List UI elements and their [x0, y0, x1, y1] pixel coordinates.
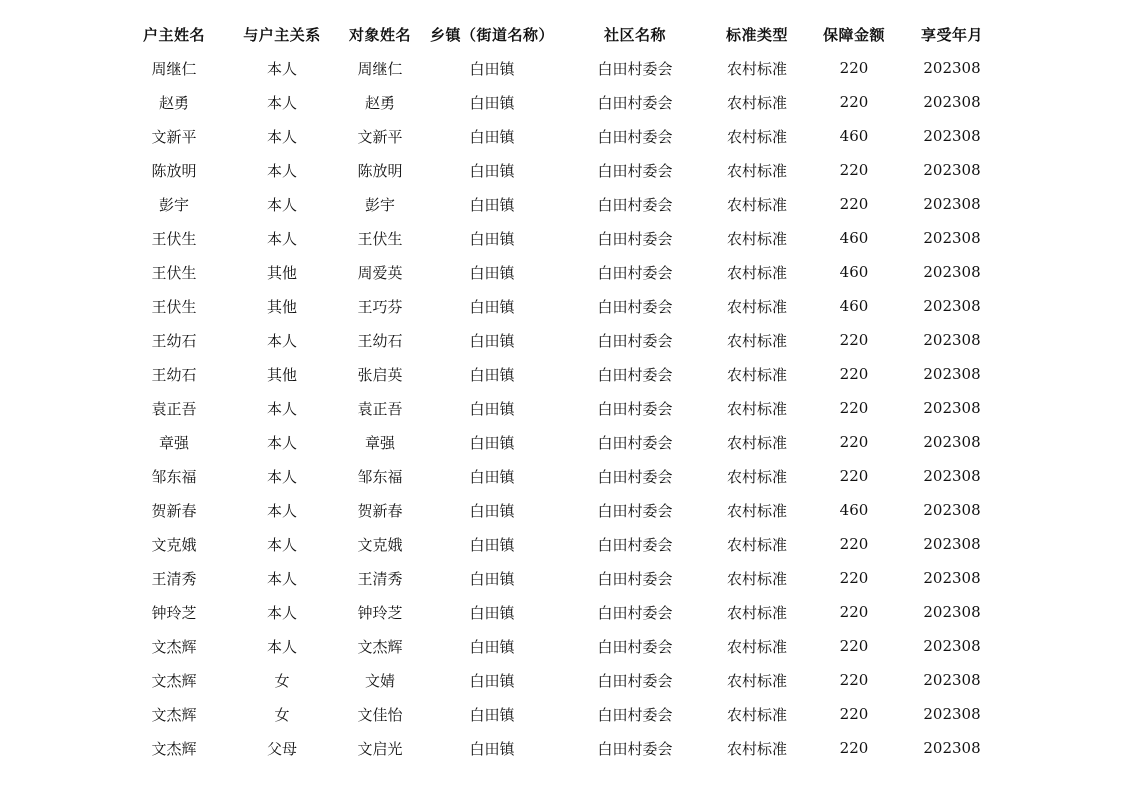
- table-row: [120, 357, 1000, 391]
- amount-cell: 220: [839, 59, 869, 77]
- town-cell: 白田镇: [469, 399, 515, 418]
- standard-type-cell: 农村标准: [726, 127, 787, 146]
- community-cell: 白田村委会: [597, 161, 673, 180]
- recipient-name-cell: 王清秀: [357, 569, 403, 588]
- table-row: [120, 255, 1000, 289]
- standard-type-cell: 农村标准: [726, 161, 787, 180]
- month-cell: 202308: [923, 501, 981, 519]
- relation-cell: 本人: [266, 331, 297, 350]
- amount-cell: 460: [839, 297, 869, 315]
- header-community: 社区名称: [603, 25, 666, 44]
- town-cell: 白田镇: [469, 195, 515, 214]
- month-cell: 202308: [923, 297, 981, 315]
- community-cell: 白田村委会: [597, 569, 673, 588]
- householder-name-cell: 王伏生: [151, 297, 197, 316]
- community-cell: 白田村委会: [597, 93, 673, 112]
- table-row: [120, 731, 1000, 765]
- standard-type-cell: 农村标准: [726, 229, 787, 248]
- standard-type-cell: 农村标准: [726, 433, 787, 452]
- month-cell: 202308: [923, 229, 981, 247]
- town-cell: 白田镇: [469, 467, 515, 486]
- amount-cell: 220: [839, 331, 869, 349]
- standard-type-cell: 农村标准: [726, 59, 787, 78]
- table-row: [120, 629, 1000, 663]
- standard-type-cell: 农村标准: [726, 365, 787, 384]
- town-cell: 白田镇: [469, 603, 515, 622]
- amount-cell: 220: [839, 365, 869, 383]
- community-cell: 白田村委会: [597, 195, 673, 214]
- householder-name-cell: 文杰辉: [151, 637, 197, 656]
- householder-name-cell: 邹东福: [151, 467, 197, 486]
- recipient-name-cell: 周继仁: [357, 59, 403, 78]
- month-cell: 202308: [923, 195, 981, 213]
- table-row: [120, 323, 1000, 357]
- town-cell: 白田镇: [469, 705, 515, 724]
- table-row: [120, 459, 1000, 493]
- householder-name-cell: 文新平: [151, 127, 197, 146]
- table-row: [120, 697, 1000, 731]
- community-cell: 白田村委会: [597, 127, 673, 146]
- table-row: [120, 561, 1000, 595]
- month-cell: 202308: [923, 467, 981, 485]
- town-cell: 白田镇: [469, 535, 515, 554]
- amount-cell: 220: [839, 603, 869, 621]
- standard-type-cell: 农村标准: [726, 535, 787, 554]
- amount-cell: 460: [839, 229, 869, 247]
- header-relation: 与户主关系: [243, 25, 321, 44]
- recipient-name-cell: 文婧: [364, 671, 395, 690]
- community-cell: 白田村委会: [597, 535, 673, 554]
- standard-type-cell: 农村标准: [726, 467, 787, 486]
- standard-type-cell: 农村标准: [726, 399, 787, 418]
- relation-cell: 其他: [266, 297, 297, 316]
- town-cell: 白田镇: [469, 263, 515, 282]
- householder-name-cell: 王幼石: [151, 331, 197, 350]
- community-cell: 白田村委会: [597, 433, 673, 452]
- month-cell: 202308: [923, 263, 981, 281]
- householder-name-cell: 周继仁: [151, 59, 197, 78]
- relation-cell: 本人: [266, 161, 297, 180]
- town-cell: 白田镇: [469, 127, 515, 146]
- table-row: [120, 119, 1000, 153]
- month-cell: 202308: [923, 127, 981, 145]
- householder-name-cell: 文杰辉: [151, 671, 197, 690]
- amount-cell: 220: [839, 739, 869, 757]
- town-cell: 白田镇: [469, 637, 515, 656]
- community-cell: 白田村委会: [597, 603, 673, 622]
- amount-cell: 220: [839, 93, 869, 111]
- householder-name-cell: 文杰辉: [151, 705, 197, 724]
- householder-name-cell: 文克娥: [151, 535, 197, 554]
- town-cell: 白田镇: [469, 569, 515, 588]
- header-row: [120, 17, 1000, 51]
- recipient-name-cell: 文杰辉: [357, 637, 403, 656]
- table-row: [120, 153, 1000, 187]
- month-cell: 202308: [923, 399, 981, 417]
- standard-type-cell: 农村标准: [726, 263, 787, 282]
- standard-type-cell: 农村标准: [726, 671, 787, 690]
- householder-name-cell: 赵勇: [158, 93, 189, 112]
- header-amount: 保障金额: [822, 25, 885, 44]
- amount-cell: 220: [839, 637, 869, 655]
- amount-cell: 220: [839, 671, 869, 689]
- table-row: [120, 187, 1000, 221]
- month-cell: 202308: [923, 671, 981, 689]
- relation-cell: 女: [274, 671, 290, 690]
- header-householder-name: 户主姓名: [142, 25, 205, 44]
- relation-cell: 本人: [266, 501, 297, 520]
- header-town: 乡镇（街道名称）: [429, 25, 554, 44]
- amount-cell: 460: [839, 127, 869, 145]
- recipient-name-cell: 文佳怡: [357, 705, 403, 724]
- town-cell: 白田镇: [469, 229, 515, 248]
- standard-type-cell: 农村标准: [726, 195, 787, 214]
- recipient-name-cell: 赵勇: [364, 93, 395, 112]
- relation-cell: 本人: [266, 603, 297, 622]
- relation-cell: 本人: [266, 229, 297, 248]
- relation-cell: 本人: [266, 637, 297, 656]
- recipient-name-cell: 钟玲芝: [357, 603, 403, 622]
- householder-name-cell: 袁正吾: [151, 399, 197, 418]
- month-cell: 202308: [923, 705, 981, 723]
- month-cell: 202308: [923, 637, 981, 655]
- standard-type-cell: 农村标准: [726, 297, 787, 316]
- month-cell: 202308: [923, 93, 981, 111]
- householder-name-cell: 陈放明: [151, 161, 197, 180]
- month-cell: 202308: [923, 603, 981, 621]
- relation-cell: 本人: [266, 93, 297, 112]
- community-cell: 白田村委会: [597, 399, 673, 418]
- table-row: [120, 51, 1000, 85]
- community-cell: 白田村委会: [597, 59, 673, 78]
- standard-type-cell: 农村标准: [726, 501, 787, 520]
- community-cell: 白田村委会: [597, 501, 673, 520]
- month-cell: 202308: [923, 739, 981, 757]
- header-recipient-name: 对象姓名: [348, 25, 411, 44]
- community-cell: 白田村委会: [597, 637, 673, 656]
- householder-name-cell: 彭宇: [158, 195, 189, 214]
- community-cell: 白田村委会: [597, 705, 673, 724]
- community-cell: 白田村委会: [597, 229, 673, 248]
- recipient-name-cell: 张启英: [357, 365, 403, 384]
- amount-cell: 220: [839, 433, 869, 451]
- recipient-name-cell: 邹东福: [357, 467, 403, 486]
- town-cell: 白田镇: [469, 331, 515, 350]
- month-cell: 202308: [923, 365, 981, 383]
- month-cell: 202308: [923, 433, 981, 451]
- table-row: [120, 221, 1000, 255]
- town-cell: 白田镇: [469, 433, 515, 452]
- table-header: [120, 17, 1000, 51]
- standard-type-cell: 农村标准: [726, 569, 787, 588]
- relation-cell: 本人: [266, 467, 297, 486]
- recipient-name-cell: 贺新春: [357, 501, 403, 520]
- recipient-name-cell: 王伏生: [357, 229, 403, 248]
- recipient-name-cell: 章强: [364, 433, 395, 452]
- amount-cell: 220: [839, 705, 869, 723]
- householder-name-cell: 王幼石: [151, 365, 197, 384]
- householder-name-cell: 王伏生: [151, 229, 197, 248]
- amount-cell: 460: [839, 263, 869, 281]
- recipient-name-cell: 王幼石: [357, 331, 403, 350]
- month-cell: 202308: [923, 59, 981, 77]
- town-cell: 白田镇: [469, 59, 515, 78]
- community-cell: 白田村委会: [597, 739, 673, 758]
- community-cell: 白田村委会: [597, 365, 673, 384]
- amount-cell: 220: [839, 399, 869, 417]
- header-month: 享受年月: [920, 25, 983, 44]
- recipient-name-cell: 彭宇: [364, 195, 395, 214]
- table-row: [120, 527, 1000, 561]
- relation-cell: 本人: [266, 535, 297, 554]
- householder-name-cell: 钟玲芝: [151, 603, 197, 622]
- town-cell: 白田镇: [469, 739, 515, 758]
- table-row: [120, 595, 1000, 629]
- relation-cell: 其他: [266, 365, 297, 384]
- recipient-name-cell: 文新平: [357, 127, 403, 146]
- header-standard-type: 标准类型: [725, 25, 788, 44]
- amount-cell: 460: [839, 501, 869, 519]
- community-cell: 白田村委会: [597, 467, 673, 486]
- standard-type-cell: 农村标准: [726, 739, 787, 758]
- amount-cell: 220: [839, 467, 869, 485]
- relation-cell: 女: [274, 705, 290, 724]
- recipient-name-cell: 王巧芬: [357, 297, 403, 316]
- recipient-name-cell: 文克娥: [357, 535, 403, 554]
- amount-cell: 220: [839, 161, 869, 179]
- relation-cell: 其他: [266, 263, 297, 282]
- relation-cell: 本人: [266, 433, 297, 452]
- standard-type-cell: 农村标准: [726, 637, 787, 656]
- table-row: [120, 425, 1000, 459]
- town-cell: 白田镇: [469, 501, 515, 520]
- table-body: [120, 51, 1000, 765]
- town-cell: 白田镇: [469, 671, 515, 690]
- amount-cell: 220: [839, 195, 869, 213]
- amount-cell: 220: [839, 569, 869, 587]
- month-cell: 202308: [923, 569, 981, 587]
- town-cell: 白田镇: [469, 93, 515, 112]
- relation-cell: 父母: [266, 739, 297, 758]
- relation-cell: 本人: [266, 569, 297, 588]
- standard-type-cell: 农村标准: [726, 331, 787, 350]
- relation-cell: 本人: [266, 59, 297, 78]
- town-cell: 白田镇: [469, 161, 515, 180]
- table-row: [120, 289, 1000, 323]
- householder-name-cell: 贺新春: [151, 501, 197, 520]
- table-row: [120, 663, 1000, 697]
- householder-name-cell: 王伏生: [151, 263, 197, 282]
- community-cell: 白田村委会: [597, 331, 673, 350]
- table-row: [120, 85, 1000, 119]
- town-cell: 白田镇: [469, 365, 515, 384]
- table-row: [120, 391, 1000, 425]
- month-cell: 202308: [923, 331, 981, 349]
- community-cell: 白田村委会: [597, 297, 673, 316]
- recipient-name-cell: 陈放明: [357, 161, 403, 180]
- standard-type-cell: 农村标准: [726, 603, 787, 622]
- householder-name-cell: 文杰辉: [151, 739, 197, 758]
- table-row: [120, 493, 1000, 527]
- standard-type-cell: 农村标准: [726, 93, 787, 112]
- beneficiary-table: [120, 17, 1000, 765]
- community-cell: 白田村委会: [597, 671, 673, 690]
- householder-name-cell: 章强: [158, 433, 189, 452]
- relation-cell: 本人: [266, 399, 297, 418]
- month-cell: 202308: [923, 161, 981, 179]
- amount-cell: 220: [839, 535, 869, 553]
- householder-name-cell: 王清秀: [151, 569, 197, 588]
- relation-cell: 本人: [266, 127, 297, 146]
- relation-cell: 本人: [266, 195, 297, 214]
- month-cell: 202308: [923, 535, 981, 553]
- standard-type-cell: 农村标准: [726, 705, 787, 724]
- town-cell: 白田镇: [469, 297, 515, 316]
- recipient-name-cell: 袁正吾: [357, 399, 403, 418]
- recipient-name-cell: 文启光: [357, 739, 403, 758]
- recipient-name-cell: 周爱英: [357, 263, 403, 282]
- community-cell: 白田村委会: [597, 263, 673, 282]
